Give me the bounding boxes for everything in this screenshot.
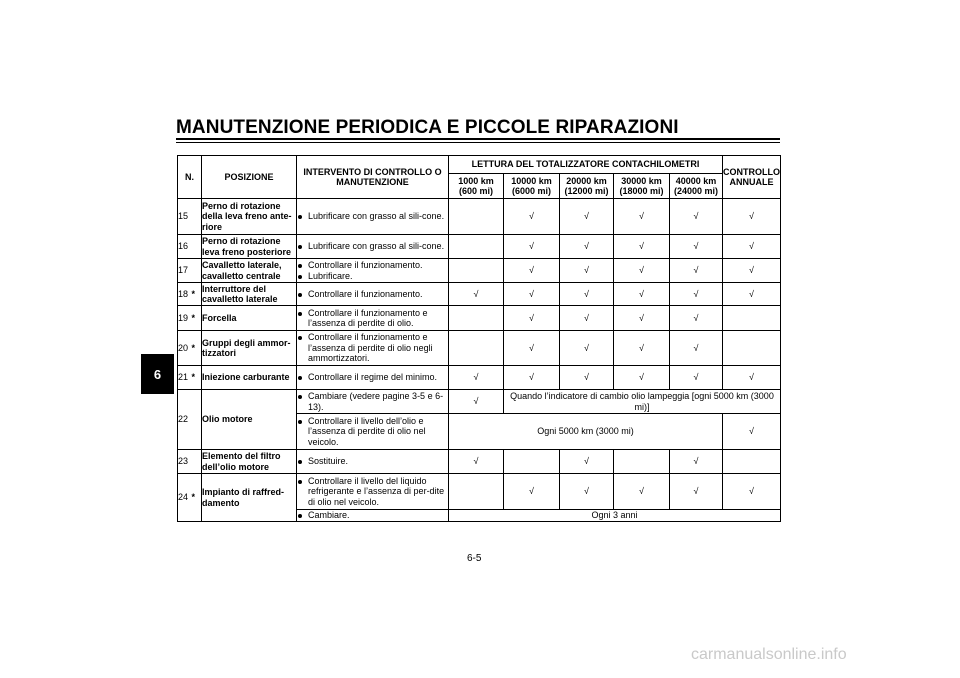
check-mark: √	[560, 474, 614, 510]
interval-note: Ogni 3 anni	[449, 510, 781, 522]
row-asterisk	[192, 390, 202, 450]
chapter-tab: 6	[141, 354, 174, 394]
row-action: Controllare il livello dell’olio e l’assenza di perdite di olio nel veicolo.	[297, 414, 449, 450]
header-interval-30000: 30000 km (18000 mi)	[614, 174, 670, 199]
check-mark: √	[560, 450, 614, 474]
row-number: 23	[178, 450, 192, 474]
check-mark: √	[614, 283, 670, 306]
row-position: Interruttore del cavalletto laterale	[202, 283, 297, 306]
check-mark: √	[614, 306, 670, 331]
check-mark: √	[670, 306, 723, 331]
check-mark: √	[723, 414, 781, 450]
check-mark: √	[723, 474, 781, 510]
table-row	[178, 331, 781, 366]
header-action: INTERVENTO DI CONTROLLO O MANUTENZIONE	[297, 156, 449, 199]
check-mark: √	[560, 331, 614, 366]
row-asterisk: *	[192, 283, 202, 306]
row-asterisk	[192, 235, 202, 259]
page-title: MANUTENZIONE PERIODICA E PICCOLE RIPARAZIONI	[176, 117, 679, 138]
table-row	[178, 450, 781, 474]
row-action: Controllare il funzionamento e l’assenza di perdite di olio.	[297, 306, 449, 331]
check-mark: √	[670, 366, 723, 390]
row-number: 20	[178, 331, 192, 366]
check-mark: √	[504, 366, 560, 390]
check-mark: √	[560, 259, 614, 283]
row-position: Perno di rotazione della leva freno ante-riore	[202, 199, 297, 235]
check-mark: √	[723, 235, 781, 259]
row-number: 22	[178, 390, 192, 450]
row-position: Impianto di raffred-damento	[202, 474, 297, 522]
check-mark: √	[449, 283, 504, 306]
check-mark: √	[670, 199, 723, 235]
check-mark: √	[614, 199, 670, 235]
check-mark: √	[449, 450, 504, 474]
table-row	[178, 199, 781, 235]
row-number: 24	[178, 474, 192, 522]
check-mark: √	[504, 283, 560, 306]
check-mark: √	[449, 390, 504, 414]
check-mark: √	[504, 306, 560, 331]
row-asterisk: *	[192, 306, 202, 331]
watermark: carmanualsonline.info	[691, 646, 847, 663]
table-row	[178, 259, 781, 283]
header-odometer: LETTURA DEL TOTALIZZATORE CONTACHILOMETRI	[449, 156, 723, 174]
header-interval-20000: 20000 km (12000 mi)	[560, 174, 614, 199]
row-action: Controllare il funzionamento. Lubrificare.	[297, 259, 449, 283]
header-annual-check: CONTROLLO ANNUALE	[723, 156, 781, 199]
row-action: Lubrificare con grasso al sili-cone.	[297, 199, 449, 235]
row-position: Olio motore	[202, 390, 297, 450]
table-row	[178, 474, 781, 510]
row-asterisk	[192, 199, 202, 235]
check-mark: √	[614, 474, 670, 510]
row-position: Cavalletto laterale, cavalletto centrale	[202, 259, 297, 283]
row-action: Cambiare.	[297, 510, 449, 522]
row-action: Cambiare (vedere pagine 3-5 e 6-13).	[297, 390, 449, 414]
header-num: N.	[178, 156, 202, 199]
header-interval-10000: 10000 km (6000 mi)	[504, 174, 560, 199]
row-asterisk	[192, 259, 202, 283]
row-position: Forcella	[202, 306, 297, 331]
table-row	[178, 366, 781, 390]
check-mark: √	[504, 259, 560, 283]
maintenance-table	[177, 155, 781, 522]
check-mark: √	[723, 259, 781, 283]
check-mark: √	[614, 366, 670, 390]
check-mark: √	[723, 366, 781, 390]
table-row	[178, 235, 781, 259]
interval-note: Ogni 5000 km (3000 mi)	[449, 414, 723, 450]
check-mark: √	[560, 283, 614, 306]
check-mark: √	[560, 235, 614, 259]
row-number: 18	[178, 283, 192, 306]
row-action: Lubrificare con grasso al sili-cone.	[297, 235, 449, 259]
check-mark: √	[560, 366, 614, 390]
row-asterisk	[192, 450, 202, 474]
check-mark: √	[504, 199, 560, 235]
row-asterisk: *	[192, 366, 202, 390]
check-mark: √	[504, 331, 560, 366]
page-number: 6-5	[467, 553, 482, 564]
header-interval-40000: 40000 km (24000 mi)	[670, 174, 723, 199]
header-interval-1000: 1000 km (600 mi)	[449, 174, 504, 199]
row-asterisk: *	[192, 474, 202, 522]
row-action: Controllare il regime del minimo.	[297, 366, 449, 390]
row-position: Gruppi degli ammor-tizzatori	[202, 331, 297, 366]
check-mark: √	[614, 259, 670, 283]
check-mark: √	[560, 306, 614, 331]
row-action: Sostituire.	[297, 450, 449, 474]
row-number: 17	[178, 259, 192, 283]
row-position: Perno di rotazione leva freno posteriore	[202, 235, 297, 259]
check-mark: √	[670, 283, 723, 306]
check-mark: √	[614, 235, 670, 259]
check-mark: √	[449, 366, 504, 390]
table-row	[178, 390, 781, 414]
title-rule-thin	[176, 142, 780, 143]
check-mark: √	[504, 474, 560, 510]
check-mark: √	[560, 199, 614, 235]
row-number: 16	[178, 235, 192, 259]
check-mark: √	[723, 199, 781, 235]
table-row	[178, 306, 781, 331]
header-position: POSIZIONE	[202, 156, 297, 199]
row-number: 21	[178, 366, 192, 390]
check-mark: √	[670, 331, 723, 366]
check-mark: √	[670, 235, 723, 259]
check-mark: √	[614, 331, 670, 366]
row-action: Controllare il funzionamento.	[297, 283, 449, 306]
row-number: 15	[178, 199, 192, 235]
check-mark: √	[670, 450, 723, 474]
row-position: Elemento del filtro dell’olio motore	[202, 450, 297, 474]
check-mark: √	[504, 235, 560, 259]
row-action: Controllare il livello del liquido refrigerante e l’assenza di per-dite di olio nel veicolo.	[297, 474, 449, 510]
check-mark: √	[723, 283, 781, 306]
row-action: Controllare il funzionamento e l’assenza di perdite di olio negli ammortizzatori.	[297, 331, 449, 366]
interval-note: Quando l’indicatore di cambio olio lampeggia [ogni 5000 km (3000 mi)]	[504, 390, 781, 414]
table-row	[178, 283, 781, 306]
check-mark: √	[670, 474, 723, 510]
check-mark: √	[670, 259, 723, 283]
row-position: Iniezione carburante	[202, 366, 297, 390]
row-asterisk: *	[192, 331, 202, 366]
title-rule	[176, 138, 780, 140]
row-number: 19	[178, 306, 192, 331]
